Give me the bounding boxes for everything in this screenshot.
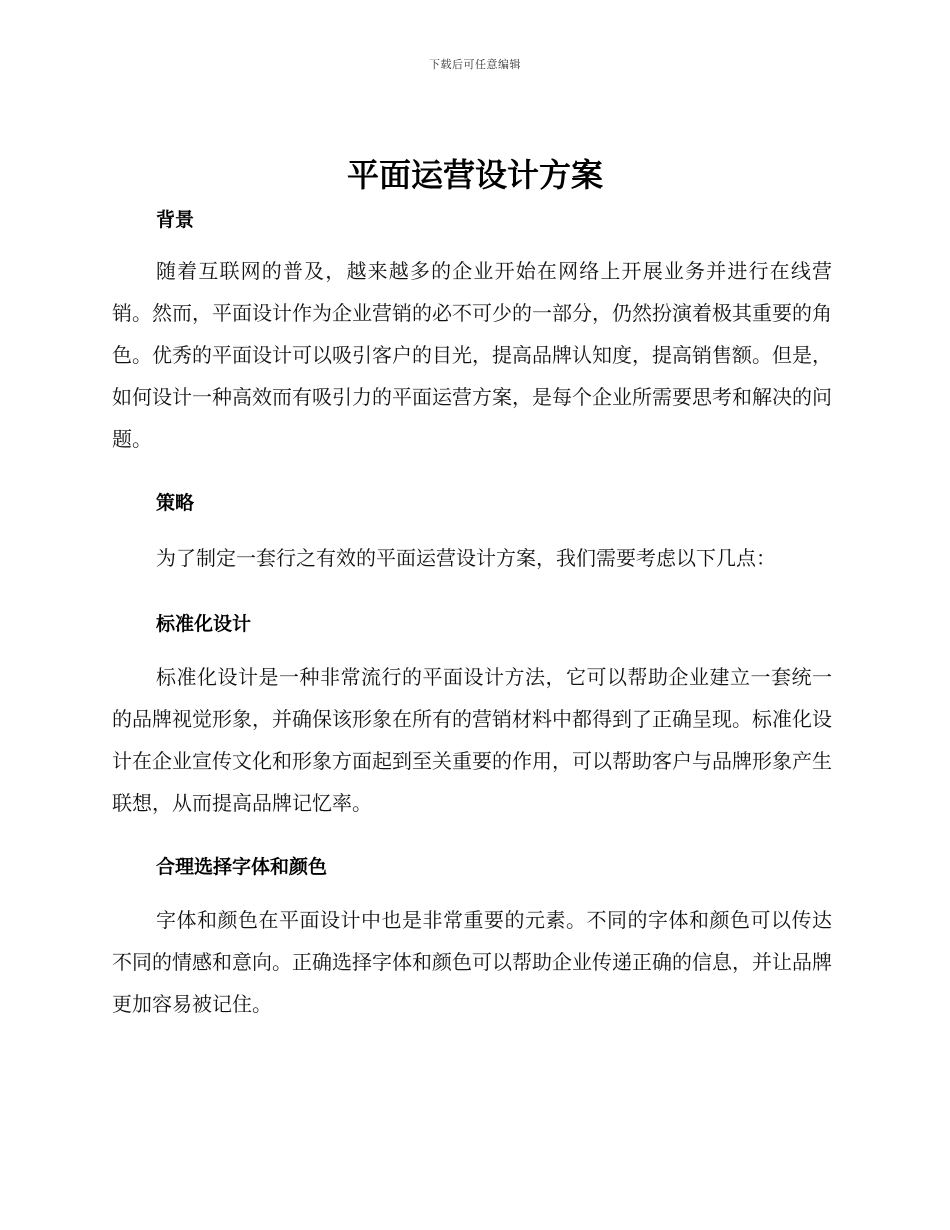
section-background [112,205,832,460]
page-title: 平面运营设计方案 [346,156,603,194]
section-heading-strategy: 策略 [156,492,195,514]
header-note: 下载后可任意编辑 [429,58,521,71]
section-paragraph-strategy: 为了制定一套行之有效的平面运营设计方案，我们需要考虑以下几点： [156,546,776,570]
section-standardization [112,609,832,824]
section-strategy [112,488,832,579]
section-heading-font-color: 合理选择字体和颜色 [156,856,328,878]
document-body [112,205,832,1025]
section-paragraph-background: 随着互联网的普及，越来越多的企业开始在网络上开展业务并进行在线营销。然而，平面设计作为企业营销的必不可少的一部分，仍然扮演着极其重要的角色。优秀的平面设计可以吸引客户的目光，提高品牌认知度，提高销售额。但是，如何设计一种高效而有吸引力的平面运营方案，是每个企业所需要思考和解决的问题。 [112,259,832,451]
section-heading-background: 背景 [156,209,195,231]
section-font-color [112,852,832,1025]
section-paragraph-font-color: 字体和颜色在平面设计中也是非常重要的元素。不同的字体和颜色可以传达不同的情感和意向。正确选择字体和颜色可以帮助企业传递正确的信息，并让品牌更加容易被记住。 [112,908,832,1016]
section-paragraph-standardization: 标准化设计是一种非常流行的平面设计方法，它可以帮助企业建立一套统一的品牌视觉形象，并确保该形象在所有的营销材料中都得到了正确呈现。标准化设计在企业宣传文化和形象方面起到至关重要的作用，可以帮助客户与品牌形象产生联想，从而提高品牌记忆率。 [112,665,832,815]
section-heading-standardization: 标准化设计 [156,613,252,635]
